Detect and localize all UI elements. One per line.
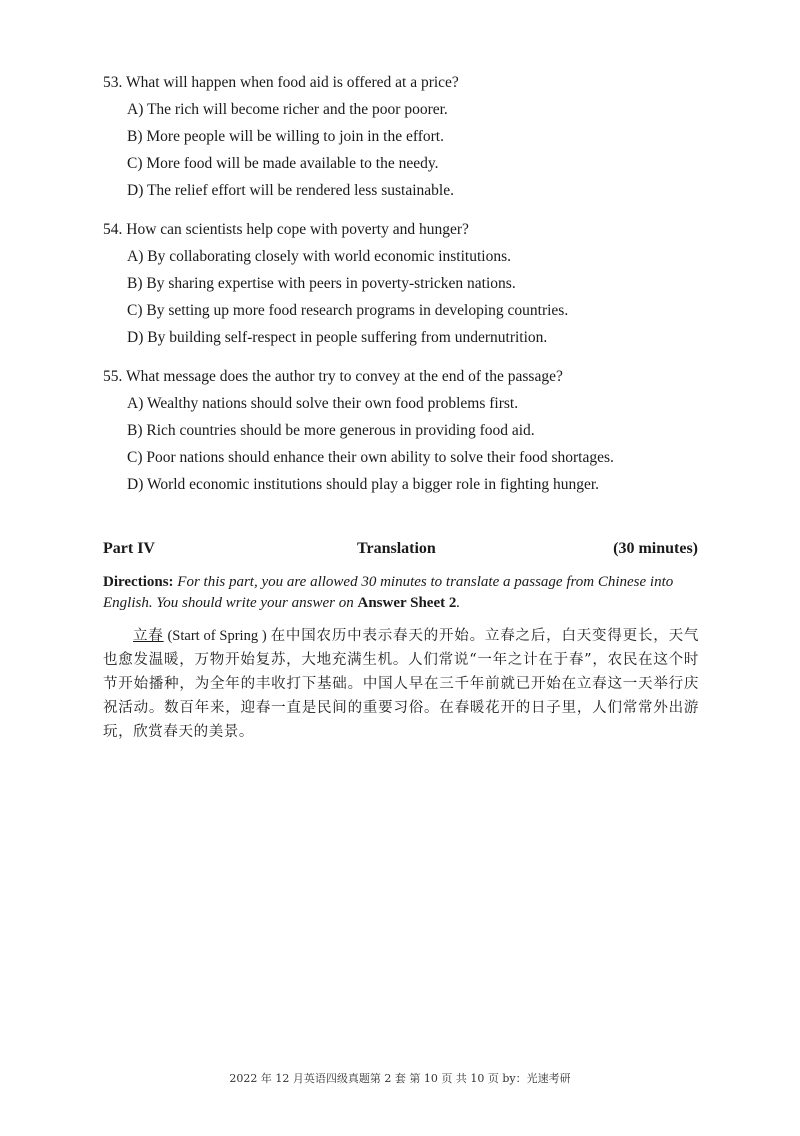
- option-c: C) More food will be made available to the needy.: [127, 155, 439, 172]
- question-53: [103, 73, 723, 208]
- part-time: (30 minutes): [613, 540, 698, 557]
- translation-passage: [103, 624, 699, 744]
- directions: [103, 572, 703, 614]
- option-d: D) By building self-respect in people suffering from undernutrition.: [127, 329, 548, 346]
- question-54: [103, 220, 723, 355]
- option-a: A) By collaborating closely with world economic institutions.: [127, 248, 511, 265]
- passage-body: 在中国农历中表示春天的开始。立春之后，白天变得更长，天气也愈发温暖，万物开始复苏，大地充满生机。人们常说“一年之计在于春”，农民在这个时节开始播种，为全年的丰收打下基础。中国人早在三千年前就已开始在立春这一天举行庆祝活动。数百年来，迎春一直是民间的重要习俗。在春暖花开的日子里，人们常常外出游玩，欣赏春天的美景。: [103, 628, 699, 740]
- part-title: Translation: [357, 540, 436, 557]
- option-d: D) The relief effort will be rendered less sustainable.: [127, 182, 454, 199]
- question-55: [103, 367, 723, 502]
- part-header: [103, 540, 698, 562]
- option-a: A) The rich will become richer and the poor poorer.: [127, 101, 448, 118]
- option-b: B) By sharing expertise with peers in poverty-stricken nations.: [127, 275, 516, 292]
- directions-label: Directions:: [103, 574, 174, 590]
- option-b: B) Rich countries should be more generous in providing food aid.: [127, 422, 535, 439]
- page-footer: 2022 年 12 月英语四级真题第 2 套 第 10 页 共 10 页 by：光速考研: [229, 1072, 571, 1085]
- option-c: C) Poor nations should enhance their own ability to solve their food shortages.: [127, 449, 614, 466]
- passage-term-en: (Start of Spring ): [163, 628, 271, 644]
- directions-end: .: [456, 595, 461, 611]
- option-b: B) More people will be willing to join in the effort.: [127, 128, 444, 145]
- option-c: C) By setting up more food research programs in developing countries.: [127, 302, 569, 319]
- question-stem: 55. What message does the author try to convey at the end of the passage?: [103, 368, 563, 385]
- part-number: Part IV: [103, 540, 155, 557]
- question-stem: 54. How can scientists help cope with poverty and hunger?: [103, 221, 469, 238]
- option-a: A) Wealthy nations should solve their own food problems first.: [127, 395, 519, 412]
- passage-term: 立春: [133, 628, 164, 644]
- answer-sheet-ref: Answer Sheet 2: [357, 595, 457, 611]
- directions-text: For this part, you are allowed 30 minutes to translate a passage from Chinese into English. You should write your answer on: [103, 574, 674, 611]
- option-d: D) World economic institutions should play a bigger role in fighting hunger.: [127, 476, 600, 493]
- question-stem: 53. What will happen when food aid is offered at a price?: [103, 74, 459, 91]
